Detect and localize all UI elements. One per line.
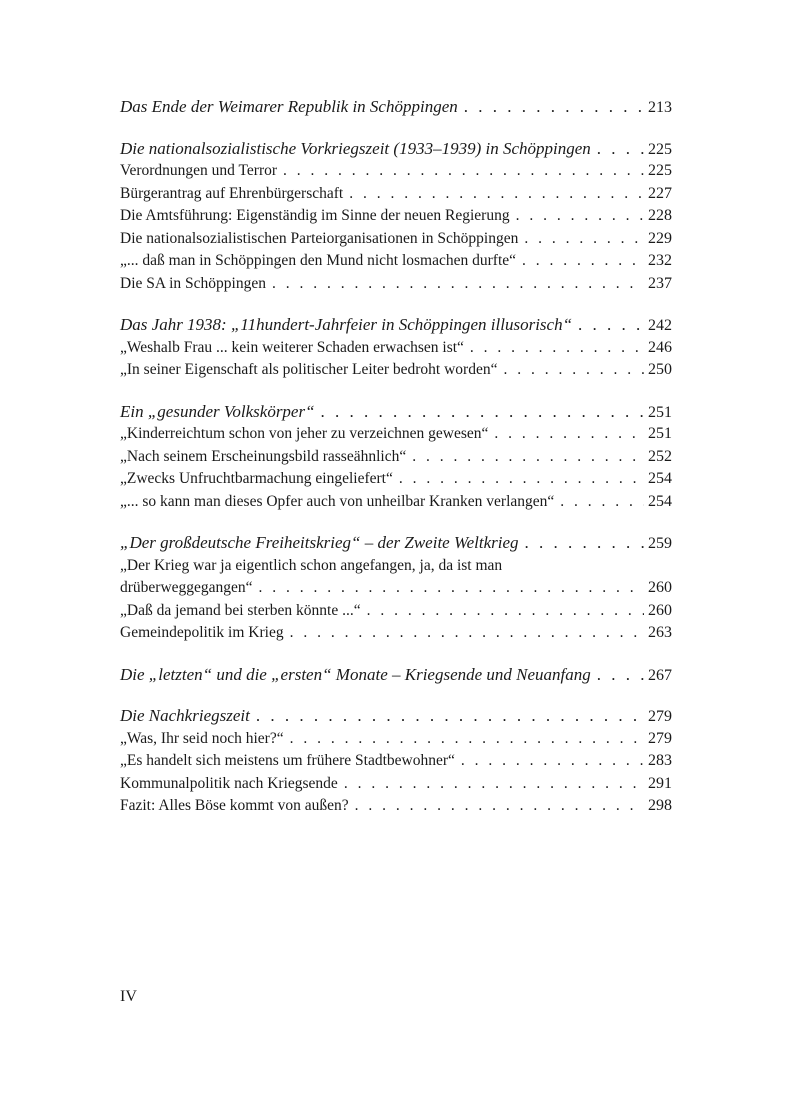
toc-page-number: 213 (648, 99, 672, 116)
toc-item-title: „Was, Ihr seid noch hier?“ (120, 729, 284, 747)
toc-page-number: 225 (648, 140, 672, 158)
toc-heading-title: Die Nachkriegszeit (120, 706, 250, 725)
toc-item (120, 446, 672, 469)
dot-leader (494, 423, 644, 446)
toc-item-title: Die Amtsführung: Eigenständig im Sinne der neuen Regierung (120, 207, 510, 224)
toc-item (120, 600, 672, 623)
dot-leader (597, 138, 644, 161)
toc-page-number: 254 (648, 492, 672, 510)
toc-page-number: 254 (648, 470, 672, 487)
toc-item-first-line (120, 555, 672, 578)
toc-item (120, 577, 672, 600)
toc-section (120, 705, 672, 818)
toc-item-title: Fazit: Alles Böse kommt von außen? (120, 797, 349, 814)
toc-page-number: 251 (648, 425, 672, 442)
toc-heading-title: „Der großdeutsche Freiheitskrieg“ – der Zweite Weltkrieg (120, 533, 519, 552)
toc-heading-title: Das Jahr 1938: „11hundert-Jahrfeier in Schöppingen illusorisch“ (120, 315, 573, 334)
dot-leader (412, 446, 644, 469)
dot-leader (464, 96, 644, 119)
dot-leader (399, 468, 644, 491)
dot-leader (525, 532, 645, 555)
toc-item (120, 622, 672, 645)
toc-page-number: 263 (648, 624, 672, 641)
dot-leader (256, 705, 644, 728)
toc-page-number: 227 (648, 184, 672, 202)
dot-leader (522, 250, 644, 273)
toc-item (120, 205, 672, 228)
toc-page-number: 298 (648, 797, 672, 814)
toc-heading (120, 401, 672, 424)
toc-item (120, 423, 672, 446)
toc-page-number: 291 (648, 774, 672, 792)
toc-item-title: „Nach seinem Erscheinungsbild rasseähnlich“ (120, 447, 407, 465)
toc-item (120, 359, 672, 382)
toc-item-title: „Daß da jemand bei sterben könnte ...“ (120, 601, 361, 619)
toc-section (120, 664, 672, 687)
toc-heading (120, 664, 672, 687)
dot-leader (272, 273, 644, 296)
toc-heading-title: Die nationalsozialistische Vorkriegszeit (1933–1939) in Schöppingen (120, 138, 591, 158)
toc-item (120, 773, 672, 796)
dot-leader (578, 314, 644, 337)
dot-leader (524, 228, 644, 251)
toc-section (120, 138, 672, 296)
toc-heading (120, 138, 672, 161)
toc-item (120, 750, 672, 773)
toc-item (120, 468, 672, 491)
toc-item-title: Die SA in Schöppingen (120, 274, 266, 292)
toc-page-number: 260 (648, 579, 672, 596)
dot-leader (349, 183, 644, 206)
toc-item-title: „Kinderreichtum schon von jeher zu verzeichnen gewesen“ (120, 425, 489, 442)
toc-item (120, 728, 672, 751)
toc-heading-title: Das Ende der Weimarer Republik in Schöppingen (120, 97, 458, 116)
toc-page-number: 279 (648, 729, 672, 747)
dot-leader (516, 205, 644, 228)
toc-item-title: „... daß man in Schöppingen den Mund nicht losmachen durfte“ (120, 252, 517, 269)
toc-item-title: „Der Krieg war ja eigentlich schon angefangen, ja, da ist man (120, 556, 503, 574)
dot-leader (259, 577, 644, 600)
dot-leader (367, 600, 644, 623)
toc-item (120, 273, 672, 296)
toc-page-number: 251 (648, 403, 672, 421)
toc-page-number: 225 (648, 162, 672, 179)
toc-page-number: 242 (648, 317, 672, 334)
toc-heading-title: Ein „gesunder Volkskörper“ (120, 401, 315, 421)
toc-page-number: 283 (648, 752, 672, 769)
page-folio: IV (120, 988, 137, 1005)
toc-item (120, 795, 672, 818)
toc-page-number: 229 (648, 229, 672, 247)
dot-leader (560, 491, 644, 514)
dot-leader (503, 359, 644, 382)
toc-page-number: 228 (648, 207, 672, 224)
toc-page-number: 260 (648, 601, 672, 619)
toc-item (120, 160, 672, 183)
toc-item-title: Kommunalpolitik nach Kriegsende (120, 774, 338, 792)
toc-page-number: 252 (648, 447, 672, 465)
toc-item (120, 183, 672, 206)
toc-page-number: 232 (648, 252, 672, 269)
dot-leader (470, 337, 644, 360)
dot-leader (461, 750, 644, 773)
toc-page-number: 250 (648, 361, 672, 378)
toc-item-title: Gemeindepolitik im Krieg (120, 624, 284, 641)
toc-page-number: 237 (648, 274, 672, 292)
dot-leader (597, 664, 644, 687)
dot-leader (283, 160, 644, 183)
toc-item-title: „Zwecks Unfruchtbarmachung eingeliefert“ (120, 470, 393, 487)
toc-page-number: 267 (648, 666, 672, 684)
toc-item (120, 491, 672, 514)
toc-heading (120, 705, 672, 728)
dot-leader (290, 728, 644, 751)
toc-heading-title: Die „letzten“ und die „ersten“ Monate – Kriegsende und Neuanfang (120, 664, 591, 684)
toc-heading (120, 96, 672, 119)
toc-item-title: „Weshalb Frau ... kein weiterer Schaden erwachsen ist“ (120, 338, 464, 356)
toc-page-number: 246 (648, 338, 672, 356)
toc-section (120, 401, 672, 514)
toc-heading (120, 314, 672, 337)
toc-section (120, 96, 672, 119)
toc-section (120, 314, 672, 382)
dot-leader (321, 401, 644, 424)
toc-item-title: „In seiner Eigenschaft als politischer Leiter bedroht worden“ (120, 361, 498, 378)
toc-section (120, 532, 672, 645)
dot-leader (355, 795, 644, 818)
toc-item-title: „... so kann man dieses Opfer auch von unheilbar Kranken verlangen“ (120, 492, 555, 510)
table-of-contents (120, 96, 672, 837)
toc-item-continuation: drüberweggegangen“ (120, 579, 253, 596)
toc-heading (120, 532, 672, 555)
toc-item-title: Bürgerantrag auf Ehrenbürgerschaft (120, 184, 344, 202)
toc-page-number: 259 (648, 535, 672, 552)
toc-item-title: „Es handelt sich meistens um frühere Stadtbewohner“ (120, 752, 455, 769)
dot-leader (344, 773, 644, 796)
toc-item (120, 250, 672, 273)
toc-item (120, 228, 672, 251)
toc-item-title: Verordnungen und Terror (120, 162, 278, 179)
toc-page-number: 279 (648, 708, 672, 725)
toc-item (120, 337, 672, 360)
toc-item-title: Die nationalsozialistischen Parteiorganisationen in Schöppingen (120, 229, 519, 247)
dot-leader (290, 622, 644, 645)
